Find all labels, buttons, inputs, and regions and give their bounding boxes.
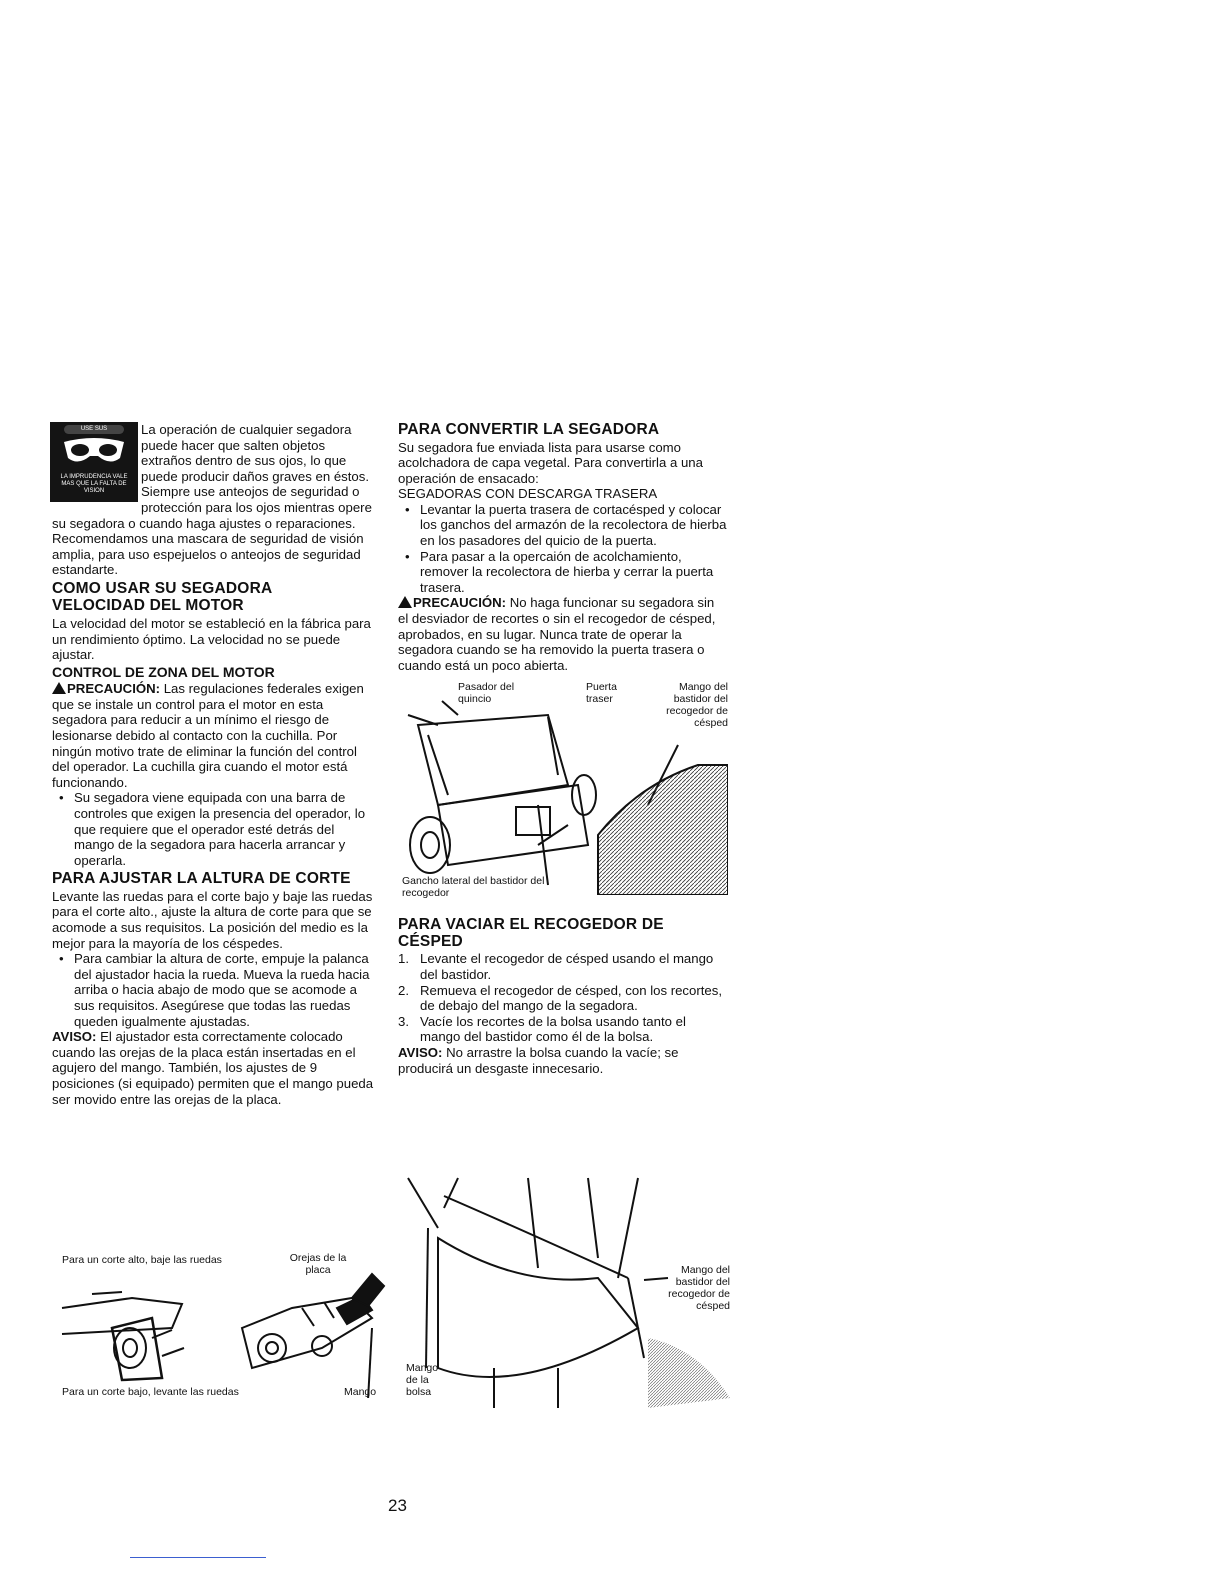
heading-como-usar: COMO USAR SU SEGADORA [52, 579, 273, 597]
mower-grass-catcher-illustration [398, 695, 728, 895]
page-number: 23 [388, 1496, 407, 1515]
heading-convertir: PARA CONVERTIR LA SEGADORA [398, 421, 660, 438]
wheel-adjust-figure [52, 1248, 392, 1408]
list-item: 2. Remueva el recogedor de césped, con los recortes, de debajo del mango de la segadora. [398, 982, 723, 1014]
warning-icon [52, 682, 66, 694]
control-bullet-list [52, 790, 378, 868]
badge-top-text: USE SUS [64, 425, 124, 434]
fig-label-mango-bastidor: Mango del bastidor del recogedor de césped [666, 681, 728, 730]
fig-label-corte-bajo: Para un corte bajo, levante las ruedas [62, 1386, 239, 1398]
aviso-label: AVISO: [52, 1029, 97, 1045]
aviso-text: El ajustador esta correctamente colocado cuando las orejas de la placa están insertadas en el agujero del mango. También, los ajustes de 9 posiciones (si equipado) permiten que el mango pueda ser movido entre las orejas de la placa. [52, 1029, 374, 1107]
aviso-label: AVISO: [398, 1044, 443, 1060]
velocidad-paragraph: La velocidad del motor se estableció en la fábrica para un rendimiento óptimo. La velocidad no se puede ajustar. [52, 615, 371, 663]
precaucion-paragraph [52, 681, 378, 790]
list-item: • Para pasar a la opercaión de acolchamiento, remover la recolectora de hierba y cerrar la puerta trasera. [398, 549, 728, 596]
precaucion-text: No haga funcionar su segadora sin el desviador de recortes o sin el recogedor de césped, aprobados, en su lugar. Nunca trate de operar la segadora cuando se ha removido la puerta trasera o cuando está un poco abierta. [398, 595, 716, 673]
warning-icon [398, 596, 412, 608]
fig-label-mango: Mango [344, 1386, 377, 1398]
left-column [52, 422, 378, 1107]
goggles-icon [60, 436, 128, 468]
heading-velocidad: VELOCIDAD DEL MOTOR [52, 597, 244, 615]
vaciar-steps [398, 951, 728, 1045]
precaucion-label: PRECAUCIÓN: [67, 681, 161, 697]
list-item: • Su segadora viene equipada con una barra de controles que exigen la presencia del operador, lo que requiere que el operador esté detrás del mango de la segadora para hacerla arrancar y operarla. [52, 790, 378, 868]
list-item: • Levantar la puerta trasera de cortacésped y colocar los ganchos del armazón de la recolectora de hierba en los pasadores del quicio de la puerta. [398, 502, 728, 549]
empty-bag-figure [398, 1168, 732, 1410]
list-item: • Para cambiar la altura de corte, empuje la palanca del ajustador hacia la rueda. Mueva la rueda hacia arriba o hacia abajo de modo que se acomode a sus requisitos. Asegúrese que todas las ruedas queden igualmente ajustadas. [52, 951, 378, 1029]
fig-label-gancho: Gancho lateral del bastidor del recogedor [402, 875, 545, 900]
fig-label-corte-alto: Para un corte alto, baje las ruedas [62, 1254, 222, 1266]
precaucion-label: PRECAUCIÓN: [413, 595, 507, 611]
fig2-label-mango-bastidor: Mango del bastidor del recogedor de césped [668, 1264, 730, 1312]
heading-altura: PARA AJUSTAR LA ALTURA DE CORTE [52, 870, 351, 888]
heading-control-zona: CONTROL DE ZONA DEL MOTOR [52, 663, 275, 680]
wheel-adjust-illustration [52, 1268, 392, 1398]
fig-label-puerta: Puerta traser [586, 681, 617, 706]
grass-catcher-figure [398, 679, 728, 909]
intro-paragraph: La operación de cualquier segadora puede hacer que salten objetos extraños dentro de sus ojos, lo que puede producir daños graves en éstos. Siempre use anteojos de seguridad o protección para los ojos mientras opere su segadora o cuando haga ajustes o reparaciones. Recomendamos una mascara de seguridad de visión amplia, para uso espejuelos o anteojos de seguridad estandarte. [52, 422, 372, 578]
convertir-paragraph: Su segadora fue enviada lista para usarse como acolchadora de capa vegetal. Para convertirla a una operación de ensacado: [398, 439, 703, 486]
fig-label-orejas: Orejas de la placa [289, 1252, 347, 1276]
fig-label-pasador: Pasador del quincio [458, 681, 515, 706]
aviso-text: No arrastre la bolsa cuando la vacíe; se producirá un desgaste innecesario. [398, 1044, 679, 1076]
badge-bottom-text: LA IMPRUDENCIA VALE MAS QUE LA FALTA DE VISION [60, 474, 128, 494]
list-item: 3. Vacíe los recortes de la bolsa usando tanto el mango del bastidor como él de la bolsa. [398, 1013, 686, 1045]
heading-vaciar: PARA VACIAR EL RECOGEDOR DE CÉSPED [398, 916, 664, 950]
altura-paragraph: Levante las ruedas para el corte bajo y baje las ruedas para el corte alto., ajuste la altura de corte para que se acomode a sus requisitos. La posición del medio es la mejor para la mayoría de los céspedes. [52, 888, 373, 951]
aviso-paragraph-right [398, 1045, 728, 1076]
fig2-label-mango-bolsa: Mango de la bolsa [406, 1362, 439, 1398]
precaucion-text: Las regulaciones federales exigen que se instale un control para el motor en esta segadora para reducir a un mínimo el riesgo de lesionarse debido al contacto con la cuchilla. Por ningún motivo trate de eliminar la función del control del operador. La cuchilla gira cuando el motor está funcionando. [52, 681, 364, 790]
altura-bullet-list [52, 951, 378, 1029]
descarga-trasera-label: SEGADORAS CON DESCARGA TRASERA [398, 486, 658, 502]
aviso-paragraph [52, 1029, 378, 1107]
precaucion-paragraph-right [398, 595, 728, 673]
list-item: 1. Levante el recogedor de césped usando el mango del bastidor. [398, 951, 714, 982]
footer-link-line [130, 1557, 266, 1558]
right-column [398, 422, 728, 1076]
safety-goggles-badge [50, 422, 138, 502]
convertir-bullet-list [398, 502, 728, 596]
